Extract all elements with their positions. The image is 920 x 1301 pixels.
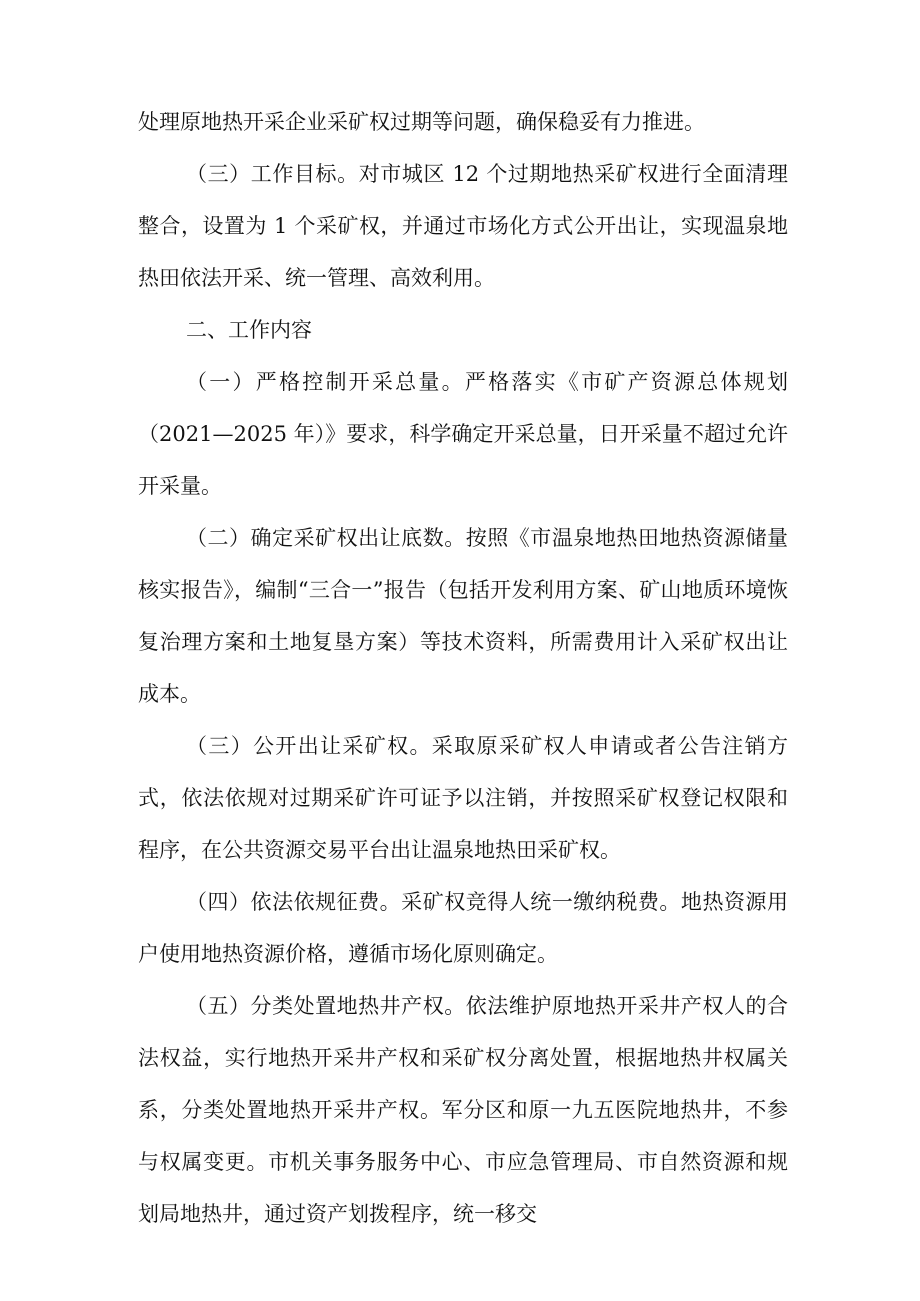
paragraph-continuation: 处理原地热开采企业采矿权过期等问题，确保稳妥有力推进。: [138, 110, 705, 134]
paragraph-collect-fees: （四）依法依规征费。采矿权竞得人统一缴纳税费。地热资源用户使用地热资源价格，遵循市场化原则确定。: [138, 890, 788, 966]
document-body: [138, 96, 788, 1240]
paragraph-control-total: （一）严格控制开采总量。严格落实《市矿产资源总体规划（2021—2025 年）》要求，科学确定开采总量，日开采量不超过允许开采量。: [138, 370, 788, 498]
paragraph-determine-base: （二）确定采矿权出让底数。按照《市温泉地热田地热资源储量核实报告》，编制“三合一”报告（包括开发利用方案、矿山地质环境恢复治理方案和土地复垦方案）等技术资料，所需费用计入采矿权出让成本。: [138, 526, 788, 706]
paragraph-public-transfer: （三）公开出让采矿权。采取原采矿权人申请或者公告注销方式，依法依规对过期采矿许可证予以注销，并按照采矿权登记权限和程序，在公共资源交易平台出让温泉地热田采矿权。: [138, 734, 788, 862]
paragraph-well-property: （五）分类处置地热井产权。依法维护原地热开采井产权人的合法权益，实行地热开采井产权和采矿权分离处置，根据地热井权属关系，分类处置地热开采井产权。军分区和原一九五医院地热井，不参与权属变更。市机关事务服务中心、市应急管理局、市自然资源和规划局地热井，通过资产划拨程序，统一移交: [138, 994, 788, 1226]
section-heading-work-content: 二、工作内容: [186, 318, 312, 342]
paragraph-work-goal: （三）工作目标。对市城区 12 个过期地热采矿权进行全面清理整合，设置为 1 个采矿权，并通过市场化方式公开出让，实现温泉地热田依法开采、统一管理、高效利用。: [138, 162, 788, 290]
